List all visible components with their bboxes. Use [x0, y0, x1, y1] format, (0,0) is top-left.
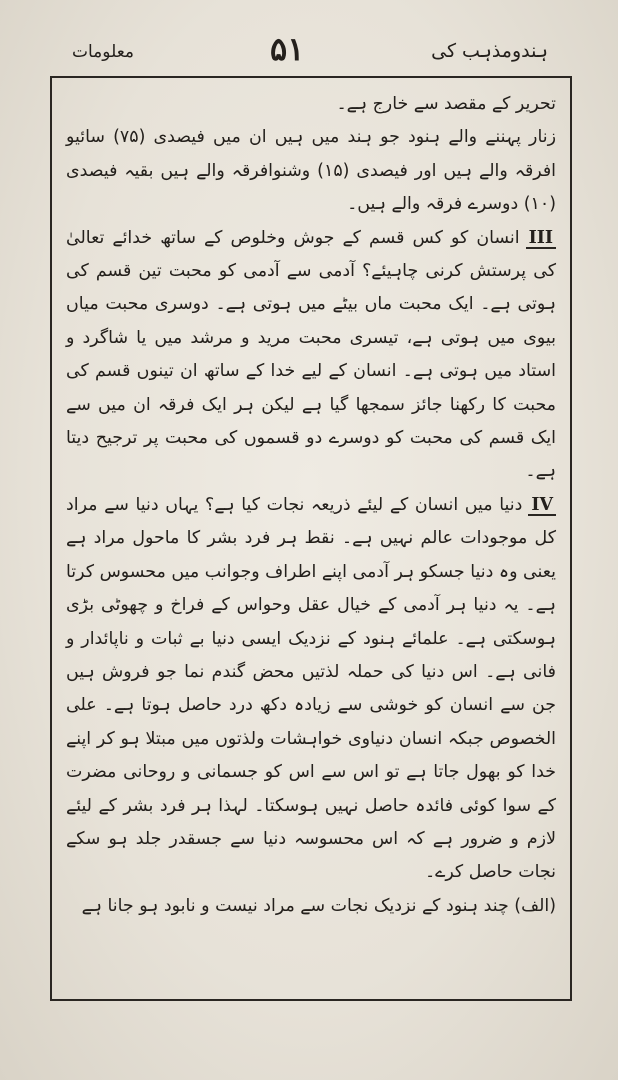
- paragraph-3-text: انسان کو کس قسم کے جوش وخلوص کے ساتھ خدائے تعالیٰ کی پرستش کرنی چاہیئے؟ آدمی سے آدمی کو محبت تین قسم کی ہوتی ہے۔ ایک محبت ماں بیٹے میں ہوتی ہے۔ دوسری محبت میاں بیوی میں ہوتی ہے، تیسری محبت مرید و مرشد میں یا شاگرد و استاد میں ہوتی ہے۔ انسان کے لیے خدا کے ساتھ ان تینوں قسم کی محبت کا رکھنا جائز سمجھا گیا ہے لیکن ہر ایک فرقہ ان میں سے ایک قسم کی محبت کو دوسرے دو قسموں کی محبت پر ترجیح دیتا ہے۔: [66, 227, 556, 482]
- running-head-left: معلومات: [72, 42, 135, 62]
- running-head: [0, 30, 618, 80]
- paragraph-4: [66, 489, 556, 890]
- paragraph-3: [66, 222, 556, 489]
- paragraph-1: تحریر کے مقصد سے خارج ہے۔: [336, 94, 556, 114]
- section-marker-iii: III: [526, 230, 556, 249]
- text-frame: [50, 76, 572, 1001]
- running-head-right: ہندومذہب کی: [431, 40, 548, 62]
- page-number: ۵۱: [270, 30, 305, 68]
- paragraph-4-text: دنیا میں انسان کے لیئے ذریعہ نجات کیا ہے؟ یہاں دنیا سے مراد کل موجودات عالم نہیں ہے۔ نقط ہر فرد بشر کا ماحول مراد ہے یعنی وہ دنیا جسکو ہر آدمی اپنے اطراف وجوانب میں محسوس کرتا ہے۔ یہ دنیا ہر آدمی کے خیال عقل وحواس کے فراخ و چھوٹی بڑی ہوسکتی ہے۔ علمائے ہنود کے نزدیک ایسی دنیا بے ثبات و ناپائدار و فانی ہے۔ اس دنیا کی حملہ لذتیں محض گندم نما جو فروش ہیں جن سے انسان کو خوشی سے زیادہ دکھ درد حاصل ہوتا ہے۔ علی الخصوص جبکہ انسان دنیاوی خواہشات ولذتوں میں مبتلا ہو کر اپنے خدا کو بھول جاتا ہے تو اس سے اس کو جسمانی و روحانی مضرت کے سوا کوئی فائدہ حاصل نہیں ہوسکتا۔ لہذا ہر فرد بشر کے لیئے لازم و ضرور ہے کہ اس محسوسہ دنیا سے جسقدر جلد ہو سکے نجات حاصل کرے۔: [66, 494, 556, 883]
- section-marker-iv: IV: [528, 497, 556, 516]
- body-text: [66, 88, 556, 923]
- paragraph-2: زنار پہننے والے ہنود جو ہند میں ہیں ان میں فیصدی (۷۵) سائیو افرقہ والے ہیں اور فیصدی (۱۵) وشنوافرقہ والے ہیں بقیہ فیصدی (۱۰) دوسرے فرقہ والے ہیں۔: [66, 127, 556, 215]
- paragraph-5: (الف) چند ہنود کے نزدیک نجات سے مراد نیست و نابود ہو جانا ہے: [81, 895, 556, 916]
